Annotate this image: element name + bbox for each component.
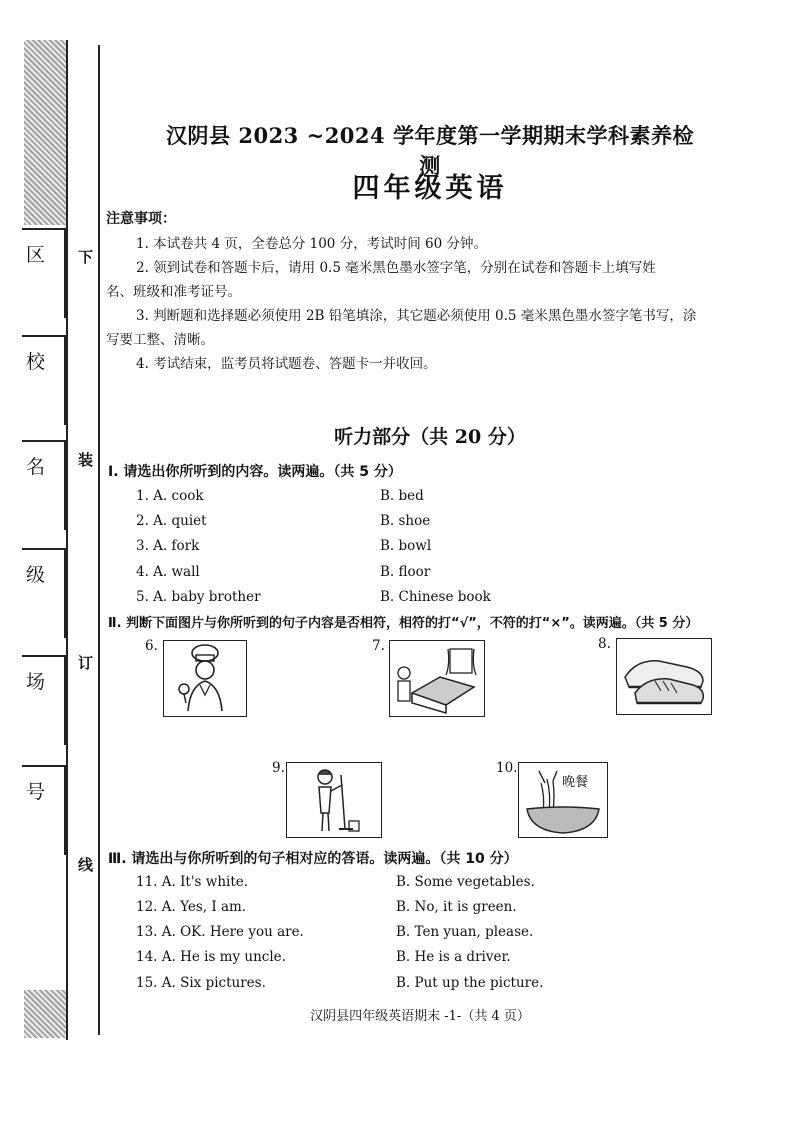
info-label-room: 场 xyxy=(26,671,46,693)
notice-item-cont: 名、班级和准考证号。 xyxy=(106,284,241,300)
option-a[interactable]: 15. A. Six pictures. xyxy=(136,975,266,991)
option-a[interactable]: 2. A. quiet xyxy=(136,513,207,529)
info-label-district: 区 xyxy=(26,244,46,266)
option-a[interactable]: 5. A. baby brother xyxy=(136,589,261,605)
option-b[interactable]: B. No, it is green. xyxy=(396,899,517,915)
option-b[interactable]: B. bed xyxy=(380,488,424,504)
exam-subject: 四年级英语 xyxy=(352,173,508,204)
option-b[interactable]: B. floor xyxy=(380,564,431,580)
picture-number: 10. xyxy=(496,760,518,776)
option-a[interactable]: 3. A. fork xyxy=(136,538,200,554)
option-a[interactable]: 11. A. It's white. xyxy=(136,874,249,890)
binding-label-ding: 订 xyxy=(78,650,93,675)
picture-number: 8. xyxy=(598,636,611,652)
option-b[interactable]: B. bowl xyxy=(380,538,432,554)
option-a[interactable]: 12. A. Yes, I am. xyxy=(136,899,247,915)
picture-label-dinner: 晚餐 xyxy=(562,775,589,790)
bedroom-icon xyxy=(389,640,485,717)
cook-icon xyxy=(163,640,247,717)
page-footer: 汉阴县四年级英语期末 -1-（共 4 页） xyxy=(310,1009,530,1024)
option-b[interactable]: B. Some vegetables. xyxy=(396,874,535,890)
info-label-class: 级 xyxy=(26,564,46,586)
picture-number: 7. xyxy=(372,638,385,654)
scan-noise-bottom xyxy=(24,990,66,1038)
binding-label-xian: 线 xyxy=(78,852,93,877)
notice-item: 1. 本试卷共 4 页，全卷总分 100 分，考试时间 60 分钟。 xyxy=(136,236,487,252)
shoes-icon xyxy=(616,638,712,715)
option-a[interactable]: 14. A. He is my uncle. xyxy=(136,949,286,965)
notice-item: 2. 领到试卷和答题卡后，请用 0.5 毫米黑色墨水签字笔，分别在试卷和答题卡上填写姓 xyxy=(136,260,656,276)
picture-number: 9. xyxy=(272,760,285,776)
notice-item: 3. 判断题和选择题必须使用 2B 铅笔填涂，其它题必须使用 0.5 毫米黑色墨水签字笔书写，涂 xyxy=(136,308,697,324)
option-b[interactable]: B. shoe xyxy=(380,513,431,529)
notice-list xyxy=(106,232,746,376)
binding-label-zhuang: 装 xyxy=(78,447,93,472)
option-a[interactable]: 13. A. OK. Here you are. xyxy=(136,924,304,940)
info-label-school: 校 xyxy=(26,351,46,373)
option-b[interactable]: B. Ten yuan, please. xyxy=(396,924,534,940)
option-b[interactable]: B. Chinese book xyxy=(380,589,491,605)
picture-number: 6. xyxy=(145,638,158,654)
option-b[interactable]: B. He is a driver. xyxy=(396,949,511,965)
option-b[interactable]: B. Put up the picture. xyxy=(396,975,544,991)
exam-title: 汉阴县 2023 ~2024 学年度第一学期期末学科素养检测 xyxy=(166,123,694,178)
scan-noise-top xyxy=(24,40,66,225)
info-label-name: 名 xyxy=(26,456,46,478)
notice-item-cont: 写要工整、清晰。 xyxy=(106,332,214,348)
option-a[interactable]: 4. A. wall xyxy=(136,564,200,580)
option-a[interactable]: 1. A. cook xyxy=(136,488,204,504)
part2-heading: Ⅱ. 判断下面图片与你所听到的句子内容是否相符，相符的打“√”，不符的打“×”。读两遍。（共 5 分） xyxy=(108,616,699,631)
part3-heading: Ⅲ. 请选出与你所听到的句子相对应的答语。读两遍。（共 10 分） xyxy=(108,851,518,867)
binding-cut-line xyxy=(98,45,100,1035)
mopping-girl-icon xyxy=(286,762,382,838)
binding-border-line xyxy=(66,40,68,1040)
binding-label-xia: 下 xyxy=(78,244,93,269)
part1-heading: Ⅰ. 请选出你所听到的内容。读两遍。（共 5 分） xyxy=(108,464,402,480)
notice-heading: 注意事项： xyxy=(106,211,176,227)
notice-item: 4. 考试结束，监考员将试题卷、答题卡一并收回。 xyxy=(136,356,437,372)
section-title-listening: 听力部分（共 20 分） xyxy=(334,426,526,448)
info-label-number: 号 xyxy=(26,781,46,803)
